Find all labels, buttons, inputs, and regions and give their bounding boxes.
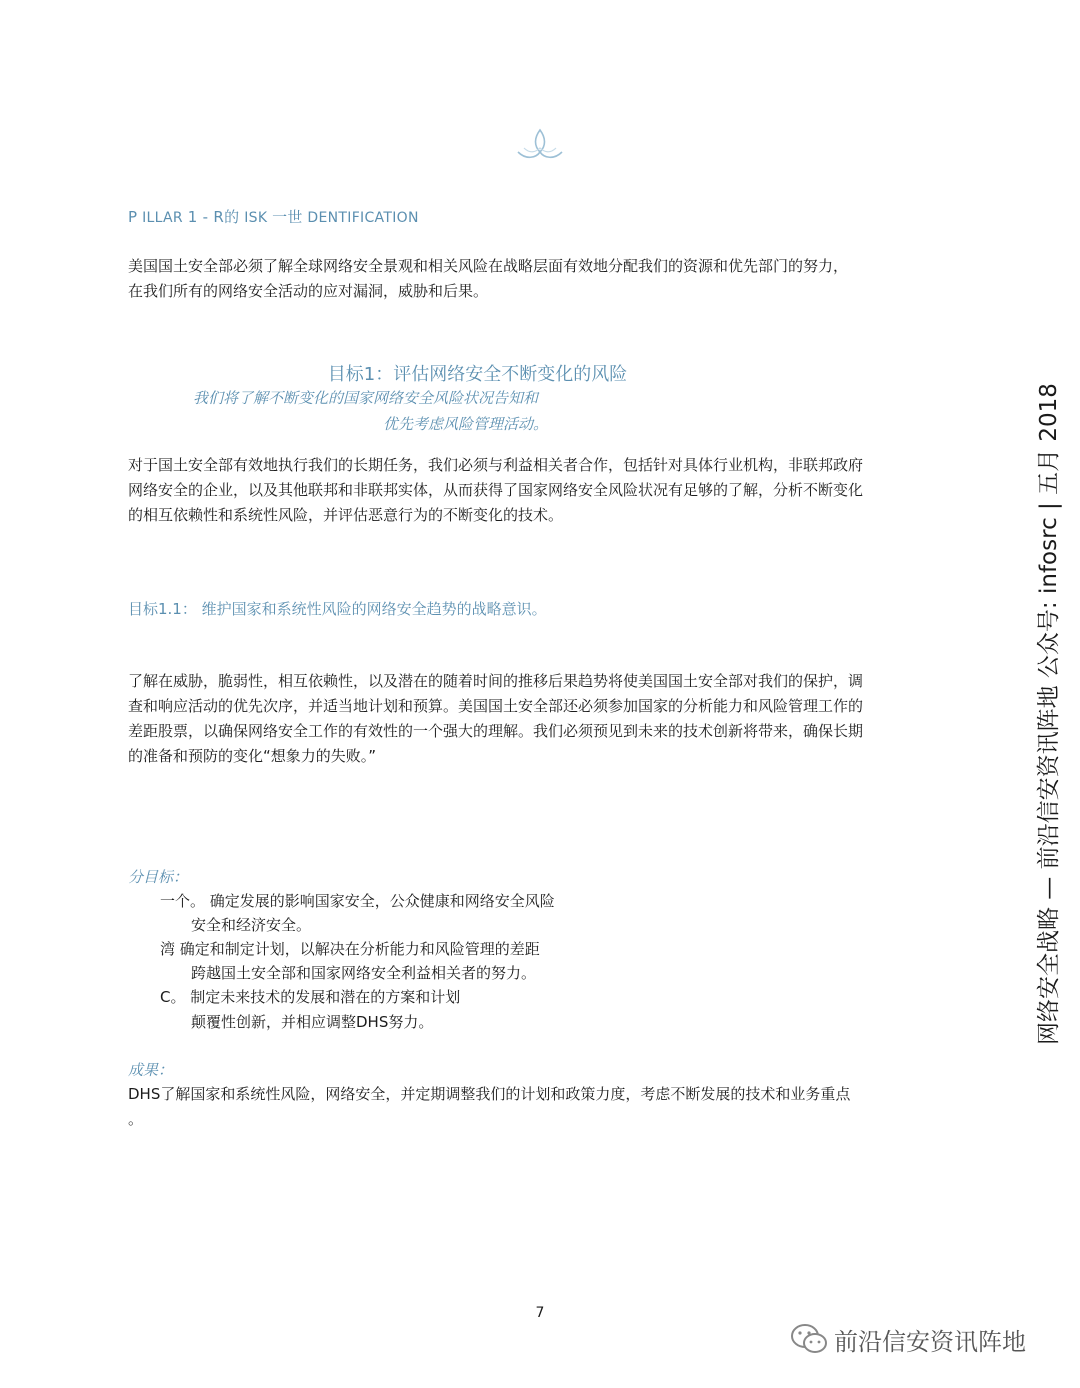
sub-objective-b-line-1: 湾 确定和制定计划，以解决在分析能力和风险管理的差距 — [160, 940, 540, 958]
watermark — [790, 1320, 1060, 1360]
objective-heading: 目标1.1： 维护国家和系统性风险的网络安全趋势的战略意识。 — [128, 600, 547, 618]
goal-subtitle-line-2: 优先考虑风险管理活动。 — [383, 415, 549, 433]
intro-paragraph: 美国国土安全部必须了解全球网络安全景观和相关风险在战略层面有效地分配我们的资源和优先部门的努力， 在我们所有的网络安全活动的应对漏洞，威胁和后果。 — [128, 257, 849, 300]
outcomes-label: 成果： — [128, 1061, 174, 1079]
sub-objective-a-line-2: 安全和经济安全。 — [191, 916, 312, 934]
outcomes-paragraph: DHS了解国家和系统性风险，网络安全，并定期调整我们的计划和政策力度，考虑不断发展的技术和业务重点 。 — [128, 1085, 851, 1128]
pillar-heading: P ILLAR 1 - R的 ISK 一世 DENTIFICATION — [128, 208, 419, 226]
goal-paragraph: 对于国土安全部有效地执行我们的长期任务，我们必须与利益相关者合作，包括针对具体行业机构，非联邦政府 网络安全的企业，以及其他联邦和非联邦实体，从而获得了国家网络安全风险状况有足够的了解，分析不断变化 的相互依赖性和系统性风险，并评估恶意行为的不断变化的技术。 — [128, 456, 864, 524]
sub-objective-b-line-2: 跨越国土安全部和国家网络安全利益相关者的努力。 — [191, 964, 537, 982]
watermark-text: 前沿信安资讯阵地 — [834, 1328, 1026, 1356]
vertical-side-caption: 网络安全战略 — 前沿信安资讯阵地 公众号: infosrc | 五月 2018 — [1036, 383, 1062, 1045]
wechat-icon — [790, 1322, 828, 1356]
sub-objective-c-line-2: 颠覆性创新，并相应调整DHS努力。 — [191, 1013, 434, 1031]
objective-paragraph: 了解在威胁，脆弱性，相互依赖性，以及潜在的随着时间的推移后果趋势将使美国国土安全部对我们的保护，调 查和响应活动的优先次序，并适当地计划和预算。美国国土安全部还必须参加国家的分析能力和风险管理工作的 差距股票，以确保网络安全工作的有效性的一个强大的理解。我们必须预见到未来的技术创新将带来，确保长期 的准备和预防的变化“想象力的失败。” — [128, 672, 864, 765]
goal-title: 目标1：评估网络安全不断变化的风险 — [327, 364, 628, 385]
sub-objective-a-line-1: 一个。 确定发展的影响国家安全，公众健康和网络安全风险 — [160, 892, 555, 910]
goal-subtitle-line-1: 我们将了解不断变化的国家网络安全风险状况告知和 — [193, 389, 539, 407]
sub-objectives-label: 分目标： — [128, 868, 189, 886]
logo-ornament-icon — [512, 126, 568, 162]
sub-objective-c-line-1: C。 制定未来技术的发展和潜在的方案和计划 — [160, 988, 461, 1006]
page-number: 7 — [535, 1305, 545, 1321]
